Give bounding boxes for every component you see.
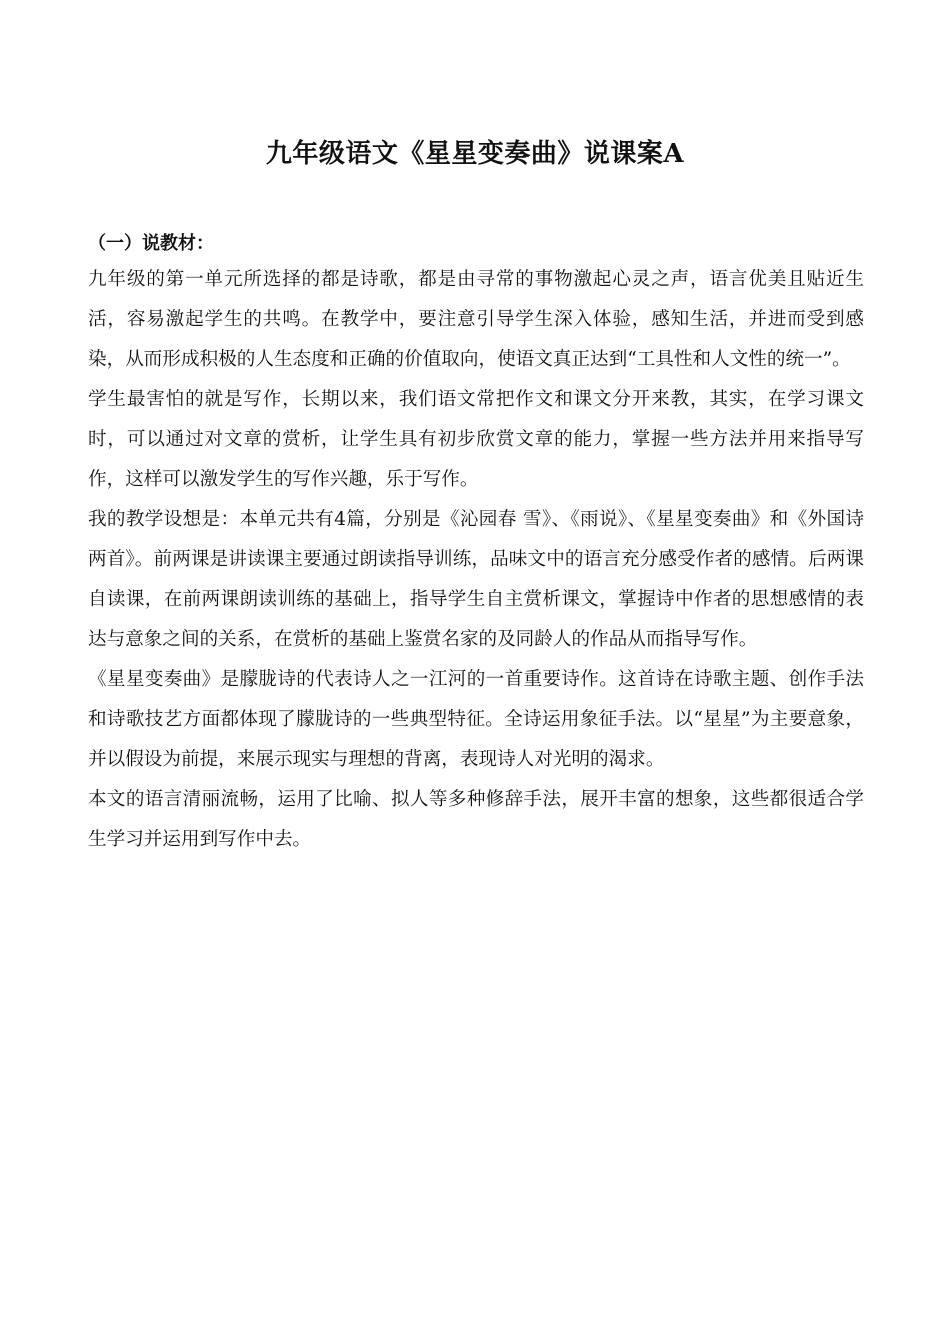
- paragraph-writing-fear: 学生最害怕的就是写作，长期以来，我们语文常把作文和课文分开来教，其实，在学习课文时，可以通过对文章的赏析，让学生具有初步欣赏文章的能力，掌握一些方法并用来指导写作，这样可以激发学生的写作兴趣，乐于写作。: [88, 389, 864, 490]
- document-title: 九年级语文《星星变奏曲》说课案A: [265, 139, 685, 169]
- paragraph-unit-overview: 九年级的第一单元所选择的都是诗歌，都是由寻常的事物激起心灵之声，语言优美且贴近生活，容易激起学生的共鸣。在教学中，要注意引导学生深入体验，感知生活，并进而受到感染，从而形成积极的人生态度和正确的价值取向，使语文真正达到“工具性和人文性的统一”。: [88, 269, 864, 370]
- paragraph-poem-intro: 《星星变奏曲》是朦胧诗的代表诗人之一江河的一首重要诗作。这首诗在诗歌主题、创作手法和诗歌技艺方面都体现了朦胧诗的一些典型特征。全诗运用象征手法。以“星星”为主要意象，并以假设为前提，来展示现实与理想的背离，表现诗人对光明的渴求。: [88, 669, 864, 770]
- paragraph-language-style: 本文的语言清丽流畅，运用了比喻、拟人等多种修辞手法，展开丰富的想象，这些都很适合学生学习并运用到写作中去。: [88, 789, 864, 850]
- section-heading: （一）说教材：: [88, 233, 214, 254]
- section-textbook: [88, 228, 864, 860]
- paragraph-teaching-plan: 我的教学设想是：本单元共有4篇，分别是《沁园春 雪》、《雨说》、《星星变奏曲》和《外国诗两首》。前两课是讲读课主要通过朗读指导训练，品味文中的语言充分感受作者的感情。后两课自读课，在前两课朗读训练的基础上，指导学生自主赏析课文，掌握诗中作者的思想感情的表达与意象之间的关系，在赏析的基础上鉴赏名家的及同龄人的作品从而指导写作。: [88, 509, 864, 650]
